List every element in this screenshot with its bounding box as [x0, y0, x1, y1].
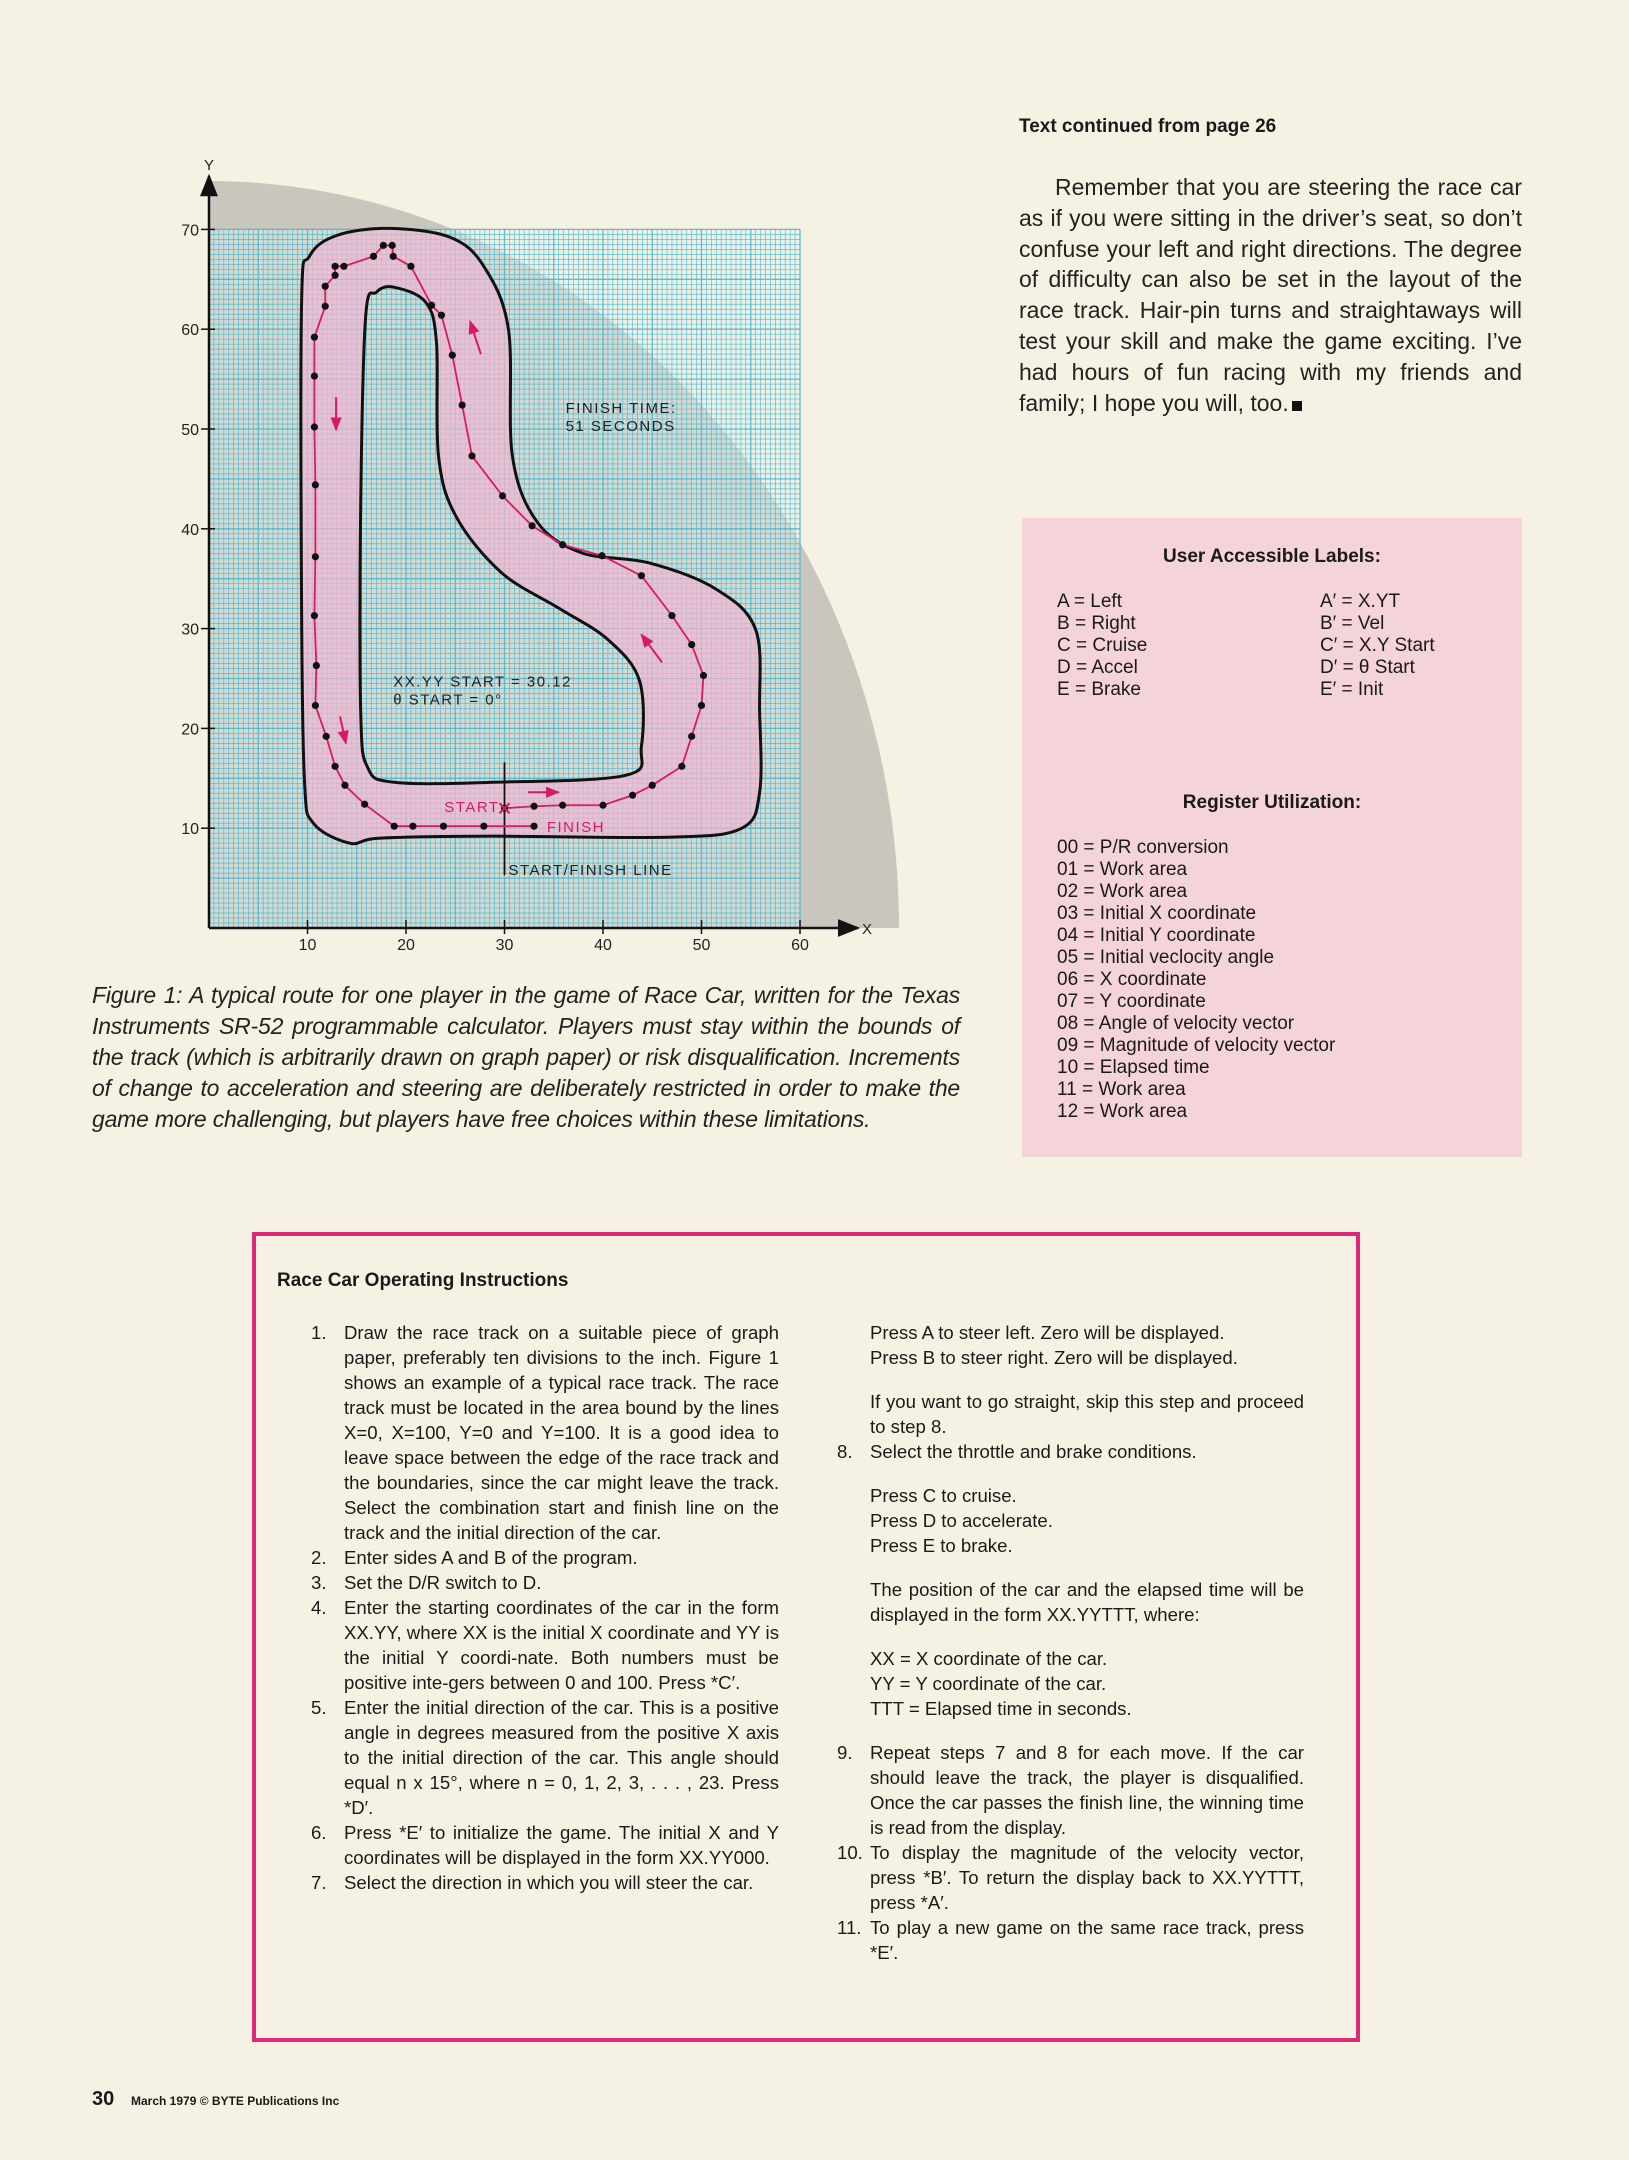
y-tick-label: 50	[181, 422, 199, 439]
instruction-step	[837, 1508, 1304, 1533]
step-number: 10.	[837, 1842, 863, 1863]
route-point	[407, 263, 414, 270]
finish-time-value: 51 SECONDS	[565, 417, 676, 435]
step-text: Set the D/R switch to D.	[344, 1572, 542, 1593]
step-text: Enter the starting coordinates of the car in the form XX.YY, where XX is the initial X coordinate and YY is the initial Y coordi-nate. Both numbers must be positive inte-gers between 0 and 100. Press *C′.	[344, 1597, 779, 1693]
step-text: Enter sides A and B of the program.	[344, 1547, 638, 1568]
labels-left-list	[1057, 591, 1147, 701]
route-point	[459, 401, 466, 408]
list-item: 00 = P/R conversion	[1057, 837, 1229, 858]
route-point	[312, 481, 319, 488]
step-number: 4.	[311, 1597, 327, 1618]
route-point	[688, 733, 695, 740]
route-point	[311, 373, 318, 380]
route-point	[649, 782, 656, 789]
route-point	[598, 552, 605, 559]
instructions-left-column	[311, 1320, 779, 1895]
list-item: 10 = Elapsed time	[1057, 1057, 1210, 1078]
registers-title: Register Utilization:	[1182, 792, 1362, 813]
list-item: E = Brake	[1057, 679, 1141, 700]
instruction-step	[837, 1740, 1304, 1840]
route-point	[499, 492, 506, 499]
step-number: 8.	[837, 1441, 853, 1462]
list-item: 04 = Initial Y coordinate	[1057, 925, 1256, 946]
start-coords-label: XX.YY START = 30.12	[393, 673, 572, 691]
list-item: 06 = X coordinate	[1057, 969, 1207, 990]
list-item: 05 = Initial veclocity angle	[1057, 947, 1275, 968]
route-point	[700, 672, 707, 679]
labels-title: User Accessible Labels:	[1163, 546, 1381, 567]
start-angle-label: θ START = 0°	[393, 691, 503, 709]
step-text: XX = X coordinate of the car.	[870, 1648, 1108, 1669]
step-number: 3.	[311, 1572, 327, 1593]
instruction-step	[837, 1915, 1304, 1965]
y-tick-label: 30	[181, 621, 199, 639]
route-point	[428, 302, 435, 309]
end-mark-icon	[1292, 401, 1302, 411]
continued-heading: Text continued from page 26	[1019, 116, 1277, 137]
route-point	[312, 702, 319, 709]
list-item: 02 = Work area	[1057, 881, 1188, 902]
route-point	[341, 782, 348, 789]
route-point	[559, 541, 566, 548]
article-paragraph	[1019, 172, 1522, 418]
x-tick-label: 10	[298, 937, 317, 954]
step-text: Press B to steer right. Zero will be displayed.	[870, 1347, 1238, 1368]
instruction-step	[837, 1840, 1304, 1915]
article-text: Remember that you are steering the race car as if you were sitting in the driver’s seat, so don’t confuse your left and right directions. The degree of difficulty can also be set in the layout of the race track. Hair-pin turns and straightaways will test your skill and make the game exciting. I’ve had hours of fun racing with my friends and family; I hope you will, too.	[1019, 174, 1522, 416]
x-tick-label: 40	[594, 937, 612, 954]
route-point	[313, 662, 320, 669]
instruction-step	[837, 1320, 1304, 1345]
instruction-step	[311, 1695, 779, 1820]
instructions-right-column	[837, 1320, 1304, 1965]
y-axis-label: Y	[203, 157, 215, 174]
route-point	[322, 283, 329, 290]
route-point	[688, 641, 695, 648]
instruction-step	[837, 1671, 1304, 1696]
list-item: 01 = Work area	[1057, 859, 1188, 880]
route-point	[440, 823, 447, 830]
route-point	[370, 253, 377, 260]
figure-caption: Figure 1: A typical route for one player in the game of Race Car, written for the Texas Instruments SR-52 programmable calculator. Players must stay within the bounds of the track (which is arbitrarily drawn on graph paper) or risk disqualification. Increments of change to acceleration and steering are deliberately restricted in order to make the game more challenging, but players have free choices within these limitations.	[92, 982, 960, 1132]
list-item: 12 = Work area	[1057, 1101, 1188, 1122]
step-text: Repeat steps 7 and 8 for each move. If the car should leave the track, the player is disqualified. Once the car passes the finish line, the winning time is read from the display.	[870, 1742, 1304, 1838]
instruction-step	[837, 1345, 1304, 1370]
instruction-step	[311, 1570, 779, 1595]
list-item: A′ = X.YT	[1320, 591, 1401, 612]
route-point	[340, 263, 347, 270]
step-text: The position of the car and the elapsed time will be displayed in the form XX.YYTTT, where:	[870, 1579, 1304, 1625]
registers-list	[1057, 837, 1335, 1123]
route-point	[528, 522, 535, 529]
instruction-step	[311, 1820, 779, 1870]
list-item: 11 = Work area	[1057, 1079, 1186, 1100]
route-point	[390, 253, 397, 260]
route-point	[311, 334, 318, 341]
instruction-step	[311, 1320, 779, 1545]
list-item: B′ = Vel	[1320, 613, 1385, 634]
instruction-step	[837, 1389, 1304, 1439]
instruction-step	[837, 1439, 1304, 1464]
list-item: D′ = θ Start	[1320, 657, 1415, 678]
instruction-step	[311, 1595, 779, 1695]
footer-credit: March 1979 © BYTE Publications Inc	[131, 2094, 340, 2108]
route-point	[331, 263, 338, 270]
step-text: Press C to cruise.	[870, 1485, 1017, 1506]
step-text: To display the magnitude of the velocity vector, press *B′. To return the display back to XX.YYTTT, press *A′.	[870, 1842, 1304, 1913]
route-point	[559, 802, 566, 809]
list-item: 09 = Magnitude of velocity vector	[1057, 1035, 1336, 1056]
instructions-title: Race Car Operating Instructions	[277, 1270, 569, 1291]
step-number: 7.	[311, 1872, 327, 1893]
route-point	[389, 242, 396, 249]
y-tick-label: 40	[181, 521, 199, 539]
instruction-step	[837, 1696, 1304, 1721]
step-number: 1.	[311, 1322, 327, 1343]
step-text: YY = Y coordinate of the car.	[870, 1673, 1107, 1694]
step-text: Press E to brake.	[870, 1535, 1013, 1556]
step-number: 6.	[311, 1822, 327, 1843]
list-item: E′ = Init	[1320, 679, 1384, 700]
x-tick-label: 20	[397, 937, 415, 954]
step-text: If you want to go straight, skip this step and proceed to step 8.	[870, 1391, 1304, 1437]
x-axis-label: X	[862, 921, 873, 938]
y-tick-label: 70	[181, 222, 199, 240]
route-point	[311, 423, 318, 430]
route-point	[380, 242, 387, 249]
list-item: 03 = Initial X coordinate	[1057, 903, 1257, 924]
instruction-step	[837, 1483, 1304, 1508]
route-point	[480, 823, 487, 830]
step-text: Select the direction in which you will steer the car.	[344, 1872, 754, 1893]
list-item: A = Left	[1057, 591, 1122, 612]
instructions-box	[252, 1232, 1360, 2042]
route-point	[311, 612, 318, 619]
list-item: 08 = Angle of velocity vector	[1057, 1013, 1295, 1034]
route-point	[391, 823, 398, 830]
labels-right-list	[1320, 591, 1435, 701]
route-point	[312, 553, 319, 560]
route-point	[438, 312, 445, 319]
instruction-step	[311, 1870, 779, 1895]
route-point	[468, 452, 475, 459]
step-text: Press D to accelerate.	[870, 1510, 1053, 1531]
step-number: 2.	[311, 1547, 327, 1568]
route-point	[698, 702, 705, 709]
step-text: Select the throttle and brake conditions.	[870, 1441, 1197, 1462]
step-text: TTT = Elapsed time in seconds.	[870, 1698, 1132, 1719]
finish-time-label: FINISH TIME:	[565, 400, 677, 418]
step-text: To play a new game on the same race track, press *E′.	[870, 1917, 1304, 1963]
race-track-figure	[0, 0, 960, 960]
y-tick-label: 20	[181, 721, 199, 739]
route-point	[629, 792, 636, 799]
route-point	[409, 823, 416, 830]
route-point	[323, 733, 330, 740]
instruction-step	[311, 1545, 779, 1570]
step-text: Press *E′ to initialize the game. The initial X and Y coordinates will be displayed in the form XX.YY000.	[344, 1822, 779, 1868]
x-tick-label: 60	[791, 937, 809, 954]
start-label: START	[444, 799, 500, 817]
route-point	[638, 572, 645, 579]
route-point	[331, 763, 338, 770]
step-number: 5.	[311, 1697, 327, 1718]
route-point	[361, 801, 368, 808]
list-item: 07 = Y coordinate	[1057, 991, 1206, 1012]
step-number: 9.	[837, 1742, 853, 1763]
y-tick-label: 60	[181, 322, 199, 340]
route-point	[530, 823, 537, 830]
route-point	[331, 272, 338, 279]
list-item: B = Right	[1057, 613, 1136, 634]
instruction-step	[837, 1577, 1304, 1627]
step-text: Enter the initial direction of the car. This is a positive angle in degrees measured from the positive X axis to the initial direction of the car. This angle should equal n x 15°, where n = 0, 1, 2, 3, . . . , 23. Press *D′.	[344, 1697, 779, 1818]
route-point	[530, 803, 537, 810]
step-text: Draw the race track on a suitable piece of graph paper, preferably ten divisions to the inch. Figure 1 shows an example of a typical race track. The race track must be located in the area bound by the lines X=0, X=100, Y=0 and Y=100. It is a good idea to leave space between the edge of the race track and the boundaries, since the car might leave the track. Select the combination start and finish line on the track and the initial direction of the car.	[344, 1322, 779, 1543]
program-reference-box	[1022, 518, 1522, 1157]
y-tick-label: 10	[181, 821, 199, 839]
list-item: C = Cruise	[1057, 635, 1148, 656]
list-item: D = Accel	[1057, 657, 1138, 678]
page-number: 30	[92, 2088, 115, 2110]
step-number: 11.	[837, 1917, 862, 1938]
start-finish-line-label: START/FINISH LINE	[508, 862, 673, 880]
finish-label: FINISH	[546, 819, 606, 837]
instruction-step	[837, 1646, 1304, 1671]
step-text: Press A to steer left. Zero will be displayed.	[870, 1322, 1225, 1343]
route-point	[449, 352, 456, 359]
route-point	[599, 802, 606, 809]
list-item: C′ = X.Y Start	[1320, 635, 1435, 656]
instruction-step	[837, 1533, 1304, 1558]
x-tick-label: 50	[692, 937, 711, 954]
route-point	[678, 763, 685, 770]
route-point	[322, 303, 329, 310]
x-tick-label: 30	[495, 937, 514, 954]
route-point	[668, 612, 675, 619]
